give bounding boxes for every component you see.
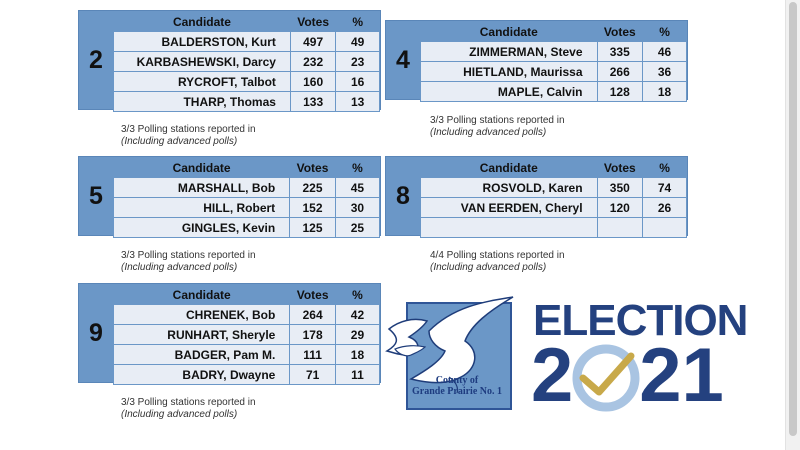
candidate-header: Candidate [114,158,290,178]
vote-count: 232 [290,52,335,72]
table-row [114,305,380,325]
vote-percent [643,218,687,238]
results-table [420,157,687,238]
header-row [114,12,380,32]
vote-count: 125 [290,218,336,238]
vote-percent: 26 [643,198,687,218]
candidate-header: Candidate [114,12,291,32]
table-row [421,62,687,82]
results-table [420,21,687,102]
vertical-scrollbar[interactable] [785,0,800,450]
vote-count: 128 [597,82,643,102]
percent-header: % [335,158,379,178]
candidate-name: BADGER, Pam M. [114,345,290,365]
polling-subnote: (Including advanced polls) [430,262,547,273]
vote-count: 71 [290,365,336,385]
election-title: ELECTION [533,296,748,345]
ward-2-results [78,10,381,110]
vote-count: 264 [290,305,336,325]
table-row [421,218,687,238]
candidate-name: HIETLAND, Maurissa [421,62,598,82]
year-digit-right: 21 [639,333,724,418]
vote-percent: 11 [335,365,379,385]
polling-note [121,397,256,421]
vote-percent: 49 [336,32,380,52]
percent-header: % [335,285,379,305]
header-row [114,285,380,305]
table-row [114,325,380,345]
vote-count: 497 [290,32,335,52]
vote-percent: 29 [335,325,379,345]
vote-count [597,218,643,238]
ward-number: 8 [396,181,410,210]
votes-header: Votes [290,285,336,305]
candidate-name: CHRENEK, Bob [114,305,290,325]
header-row [421,22,687,42]
vote-percent: 45 [335,178,379,198]
vote-count: 225 [290,178,336,198]
polling-subnote: (Including advanced polls) [121,136,238,147]
vote-percent: 36 [643,62,687,82]
vote-percent: 18 [335,345,379,365]
table-row [114,218,380,238]
vote-count: 178 [290,325,336,345]
vote-percent: 25 [335,218,379,238]
county-logo-text [405,375,509,397]
scrollbar-thumb[interactable] [789,2,797,436]
candidate-name: GINGLES, Kevin [114,218,290,238]
candidate-header: Candidate [114,285,290,305]
ward-4-results [385,20,688,100]
ward-8-results [385,156,688,236]
vote-percent: 30 [335,198,379,218]
candidate-header: Candidate [421,158,598,178]
candidate-name: THARP, Thomas [114,92,291,112]
polling-note [121,250,256,274]
table-row [114,345,380,365]
polling-subnote: (Including advanced polls) [121,409,238,420]
vote-count: 350 [597,178,643,198]
votes-header: Votes [290,158,336,178]
candidate-name: KARBASHEWSKI, Darcy [114,52,291,72]
ward-number: 9 [89,318,103,347]
candidate-header: Candidate [421,22,598,42]
results-table [113,284,380,385]
vote-percent: 23 [336,52,380,72]
candidate-name: ZIMMERMAN, Steve [421,42,598,62]
polling-status: 3/3 Polling stations reported in [121,250,256,261]
polling-note [121,124,256,148]
votes-header: Votes [597,22,643,42]
vote-percent: 42 [335,305,379,325]
polling-status: 3/3 Polling stations reported in [121,397,256,408]
vote-percent: 46 [643,42,687,62]
polling-subnote: (Including advanced polls) [121,262,238,273]
candidate-name [421,218,598,238]
candidate-name: MARSHALL, Bob [114,178,290,198]
table-row [421,82,687,102]
vote-count: 120 [597,198,643,218]
table-row [114,52,380,72]
candidate-name: MAPLE, Calvin [421,82,598,102]
votes-header: Votes [290,12,335,32]
candidate-name: VAN EERDEN, Cheryl [421,198,598,218]
vote-percent: 18 [643,82,687,102]
percent-header: % [643,158,687,178]
candidate-name: BADRY, Dwayne [114,365,290,385]
ward-number: 5 [89,181,103,210]
results-table [113,11,380,112]
table-row [114,72,380,92]
vote-percent: 16 [336,72,380,92]
polling-note [430,250,565,274]
year-digit-left: 2 [531,333,574,418]
header-row [421,158,687,178]
polling-subnote: (Including advanced polls) [430,127,547,138]
candidate-name: RYCROFT, Talbot [114,72,291,92]
ward-number: 2 [89,45,103,74]
percent-header: % [336,12,380,32]
vote-count: 335 [597,42,643,62]
candidate-name: BALDERSTON, Kurt [114,32,291,52]
results-table [113,157,380,238]
polling-status: 3/3 Polling stations reported in [430,115,565,126]
candidate-name: RUNHART, Sheryle [114,325,290,345]
county-logo-line2: Grande Prairie No. 1 [412,386,502,397]
election-checkmark-icon [571,338,641,414]
election-year [531,333,724,418]
vote-percent: 13 [336,92,380,112]
vote-count: 111 [290,345,336,365]
table-row [114,178,380,198]
vote-count: 266 [597,62,643,82]
ward-9-results [78,283,381,383]
candidate-name: ROSVOLD, Karen [421,178,598,198]
vote-percent: 74 [643,178,687,198]
vote-count: 152 [290,198,336,218]
county-logo-line1: County of [435,375,479,386]
table-row [421,198,687,218]
polling-status: 3/3 Polling stations reported in [121,124,256,135]
candidate-name: HILL, Robert [114,198,290,218]
polling-status: 4/4 Polling stations reported in [430,250,565,261]
vote-count: 160 [290,72,335,92]
votes-header: Votes [597,158,643,178]
ward-number: 4 [396,45,410,74]
percent-header: % [643,22,687,42]
ward-5-results [78,156,381,236]
table-row [114,198,380,218]
table-row [114,92,380,112]
header-row [114,158,380,178]
table-row [421,178,687,198]
table-row [114,32,380,52]
vote-count: 133 [290,92,335,112]
table-row [114,365,380,385]
table-row [421,42,687,62]
polling-note [430,115,565,139]
